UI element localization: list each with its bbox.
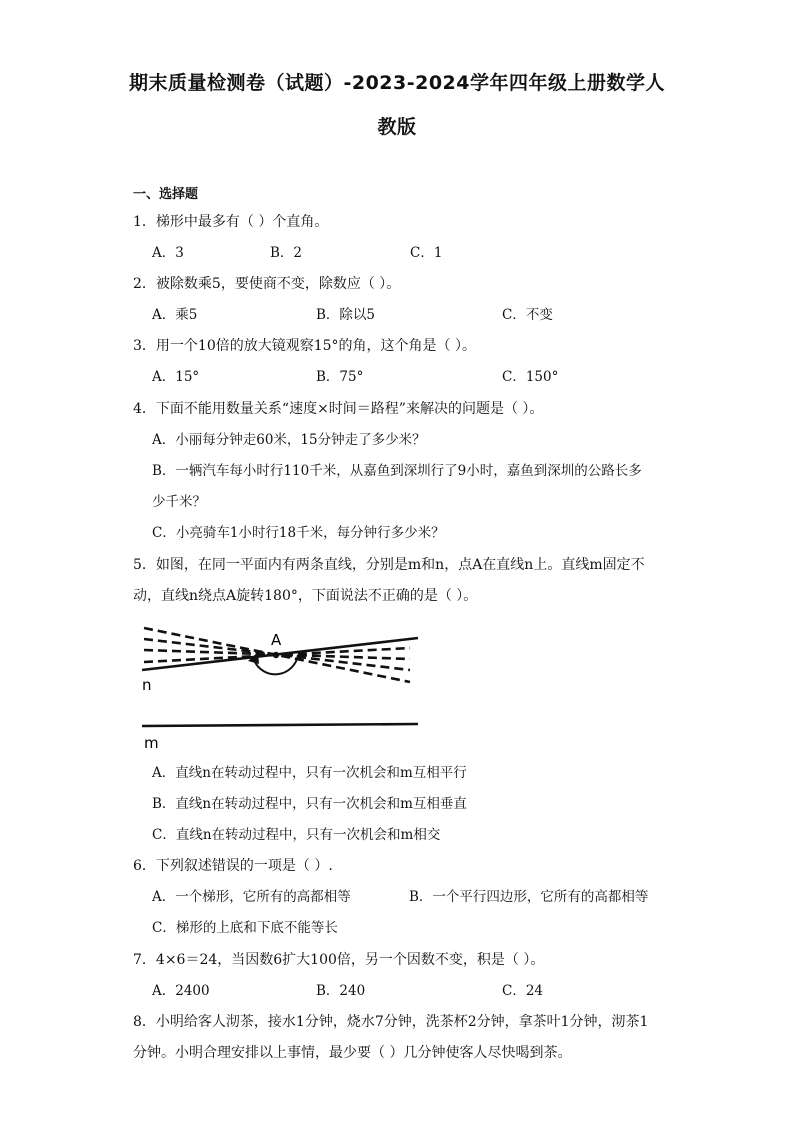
question-4-option-b-line2: 少千米？ xyxy=(152,494,206,510)
page-title-line2: 教版 xyxy=(377,116,417,138)
section-heading: 一、选择题 xyxy=(133,187,199,202)
question-4-option-b-line1: B．一辆汽车每小时行110千米，从嘉鱼到深圳行了9小时，嘉鱼到深圳的公路长多 xyxy=(152,463,642,479)
question-1-stem: 1．梯形中最多有（ ）个直角。 xyxy=(133,214,329,230)
question-2-option-b: B．除以5 xyxy=(316,307,376,323)
label-m: m xyxy=(144,734,159,752)
question-3-option-a: A．15° xyxy=(152,369,200,385)
question-3-stem: 3．用一个10倍的放大镜观察15°的角，这个角是（ ）。 xyxy=(133,338,476,354)
question-4-option-c: C．小亮骑车1小时行18千米，每分钟行多少米？ xyxy=(152,525,445,541)
question-7-option-b: B．240 xyxy=(316,983,366,999)
point-a xyxy=(273,652,279,658)
question-4-stem: 4．下面不能用数量关系“速度×时间＝路程”来解决的问题是（ ）。 xyxy=(133,401,544,417)
question-8-stem-line2: 分钟。小明合理安排以上事情，最少要（ ）几分钟使客人尽快喝到茶。 xyxy=(133,1045,572,1061)
question-2-stem: 2．被除数乘5，要使商不变，除数应（ ）。 xyxy=(133,276,401,292)
question-1-option-a: A．3 xyxy=(152,245,184,261)
question-6-stem: 6．下列叙述错误的一项是（ ）. xyxy=(133,858,333,874)
question-7-option-c: C．24 xyxy=(502,983,544,999)
question-5-stem-line2: 动，直线n绕点A旋转180°，下面说法不正确的是（ ）。 xyxy=(133,588,478,604)
question-6-option-a: A．一个梯形，它所有的高都相等 xyxy=(152,889,351,905)
question-5-option-b: B．直线n在转动过程中，只有一次机会和m互相垂直 xyxy=(152,796,467,812)
label-n: n xyxy=(142,676,152,694)
question-5-figure xyxy=(130,620,430,752)
question-5-option-c: C．直线n在转动过程中，只有一次机会和m相交 xyxy=(152,827,441,843)
question-2-option-c: C．不变 xyxy=(502,307,553,323)
page-title-line1: 期末质量检测卷（试题）-2023-2024学年四年级上册数学人 xyxy=(128,72,666,94)
line-m xyxy=(142,724,418,726)
label-a: A xyxy=(271,631,282,649)
question-6-option-b: B．一个平行四边形，它所有的高都相等 xyxy=(409,889,649,905)
question-1-option-b: B．2 xyxy=(270,245,303,261)
question-6-option-c: C．梯形的上底和下底不能等长 xyxy=(152,920,338,936)
question-2-option-a: A．乘5 xyxy=(152,307,198,323)
question-4-option-a: A．小丽每分钟走60米，15分钟走了多少米？ xyxy=(152,432,426,448)
question-1-option-c: C．1 xyxy=(410,245,443,261)
question-5-option-a: A．直线n在转动过程中，只有一次机会和m互相平行 xyxy=(152,765,467,781)
question-3-option-c: C．150° xyxy=(502,369,559,385)
question-7-option-a: A．2400 xyxy=(152,983,210,999)
question-5-stem-line1: 5．如图，在同一平面内有两条直线，分别是m和n，点A在直线n上。直线m固定不 xyxy=(133,557,645,573)
question-7-stem: 7．4×6＝24，当因数6扩大100倍，另一个因数不变，积是（ ）。 xyxy=(133,952,545,968)
question-8-stem-line1: 8．小明给客人沏茶，接水1分钟，烧水7分钟，洗茶杯2分钟，拿茶叶1分钟，沏茶1 xyxy=(133,1014,649,1030)
question-3-option-b: B．75° xyxy=(316,369,364,385)
